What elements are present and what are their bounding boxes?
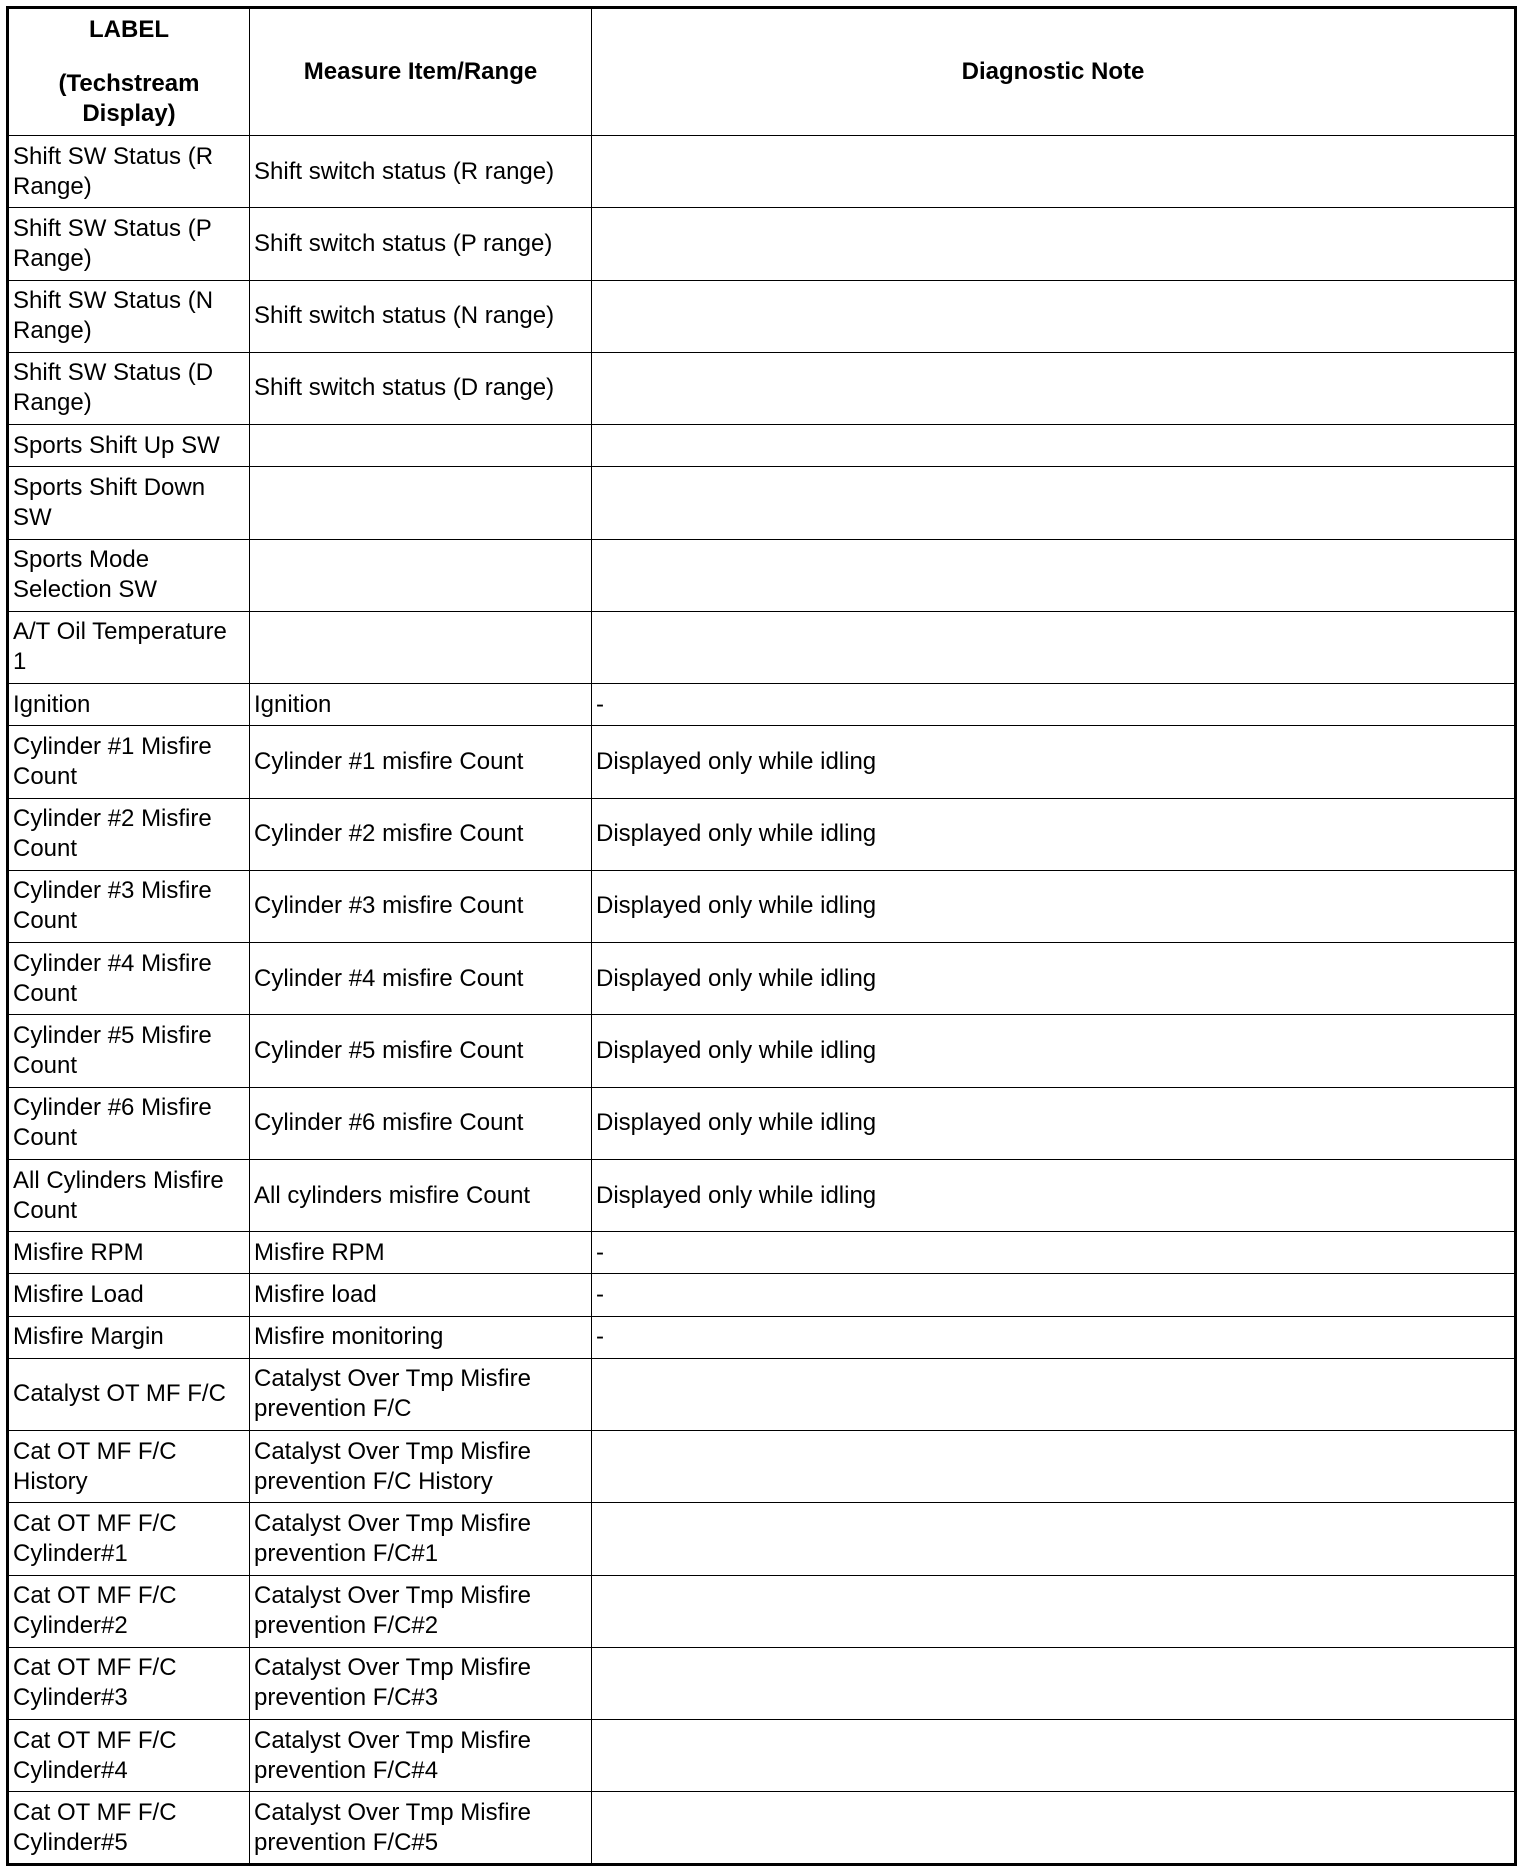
note-cell [592, 425, 1516, 467]
table-row [8, 1503, 1516, 1575]
label-cell: Cat OT MF F/C Cylinder#3 [8, 1647, 250, 1719]
table-row [8, 1087, 1516, 1159]
label-cell: Cylinder #1 Misfire Count [8, 726, 250, 798]
label-cell: Sports Mode Selection SW [8, 539, 250, 611]
note-cell: Displayed only while idling [592, 1159, 1516, 1231]
label-cell: Catalyst OT MF F/C [8, 1358, 250, 1430]
table-row [8, 1647, 1516, 1719]
measure-cell: Catalyst Over Tmp Misfire prevention F/C [250, 1358, 592, 1430]
measure-cell: Shift switch status (R range) [250, 136, 592, 208]
measure-cell: Catalyst Over Tmp Misfire prevention F/C#4 [250, 1720, 592, 1792]
note-cell [592, 1358, 1516, 1430]
table-row [8, 1792, 1516, 1865]
note-cell [592, 1575, 1516, 1647]
table-row [8, 611, 1516, 683]
note-cell [592, 1647, 1516, 1719]
note-cell [592, 467, 1516, 539]
table-row [8, 1274, 1516, 1316]
note-cell: - [592, 684, 1516, 726]
measure-cell [250, 611, 592, 683]
table-row [8, 943, 1516, 1015]
measure-cell: Misfire RPM [250, 1232, 592, 1274]
measure-cell [250, 425, 592, 467]
note-cell: - [592, 1316, 1516, 1358]
measure-cell: Cylinder #3 misfire Count [250, 870, 592, 942]
label-cell: Shift SW Status (P Range) [8, 208, 250, 280]
measure-cell: Catalyst Over Tmp Misfire prevention F/C History [250, 1431, 592, 1503]
note-cell [592, 1720, 1516, 1792]
note-cell: Displayed only while idling [592, 1087, 1516, 1159]
measure-cell: Cylinder #6 misfire Count [250, 1087, 592, 1159]
note-cell [592, 208, 1516, 280]
label-column-header: LABEL (Techstream Display) [8, 8, 250, 136]
label-cell: Cylinder #3 Misfire Count [8, 870, 250, 942]
note-cell: Displayed only while idling [592, 798, 1516, 870]
note-cell [592, 1431, 1516, 1503]
note-cell [592, 1792, 1516, 1865]
measure-cell: Shift switch status (D range) [250, 352, 592, 424]
label-cell: Sports Shift Up SW [8, 425, 250, 467]
label-cell: Misfire Margin [8, 1316, 250, 1358]
table-row [8, 539, 1516, 611]
label-cell: Cylinder #6 Misfire Count [8, 1087, 250, 1159]
measure-cell: All cylinders misfire Count [250, 1159, 592, 1231]
note-cell [592, 611, 1516, 683]
label-cell: A/T Oil Temperature 1 [8, 611, 250, 683]
measure-cell: Misfire monitoring [250, 1316, 592, 1358]
label-cell: All Cylinders Misfire Count [8, 1159, 250, 1231]
label-cell: Shift SW Status (N Range) [8, 280, 250, 352]
label-cell: Cylinder #2 Misfire Count [8, 798, 250, 870]
measure-cell: Catalyst Over Tmp Misfire prevention F/C#3 [250, 1647, 592, 1719]
label-cell: Ignition [8, 684, 250, 726]
table-row [8, 467, 1516, 539]
label-cell: Shift SW Status (R Range) [8, 136, 250, 208]
note-cell: - [592, 1232, 1516, 1274]
table-row [8, 1575, 1516, 1647]
table-row [8, 684, 1516, 726]
label-cell: Cat OT MF F/C History [8, 1431, 250, 1503]
table-row [8, 352, 1516, 424]
measure-cell: Catalyst Over Tmp Misfire prevention F/C#5 [250, 1792, 592, 1865]
label-cell: Cylinder #4 Misfire Count [8, 943, 250, 1015]
header-row [8, 8, 1516, 136]
table-row [8, 726, 1516, 798]
table-row [8, 208, 1516, 280]
table-row [8, 1316, 1516, 1358]
measure-cell: Cylinder #1 misfire Count [250, 726, 592, 798]
note-cell [592, 539, 1516, 611]
note-cell [592, 352, 1516, 424]
measure-column-header: Measure Item/Range [250, 8, 592, 136]
label-cell: Misfire RPM [8, 1232, 250, 1274]
label-cell: Sports Shift Down SW [8, 467, 250, 539]
measure-cell: Cylinder #5 misfire Count [250, 1015, 592, 1087]
measure-cell: Cylinder #4 misfire Count [250, 943, 592, 1015]
measure-cell: Shift switch status (P range) [250, 208, 592, 280]
measure-cell: Shift switch status (N range) [250, 280, 592, 352]
table-row [8, 1232, 1516, 1274]
table-row [8, 280, 1516, 352]
measure-cell [250, 539, 592, 611]
label-cell: Cylinder #5 Misfire Count [8, 1015, 250, 1087]
label-cell: Cat OT MF F/C Cylinder#2 [8, 1575, 250, 1647]
note-cell [592, 1503, 1516, 1575]
note-column-header: Diagnostic Note [592, 8, 1516, 136]
table-row [8, 1015, 1516, 1087]
data-list-table [6, 6, 1517, 1866]
label-cell: Cat OT MF F/C Cylinder#5 [8, 1792, 250, 1865]
measure-cell: Misfire load [250, 1274, 592, 1316]
label-cell: Cat OT MF F/C Cylinder#4 [8, 1720, 250, 1792]
table-row [8, 1431, 1516, 1503]
measure-cell: Catalyst Over Tmp Misfire prevention F/C#2 [250, 1575, 592, 1647]
note-cell: Displayed only while idling [592, 943, 1516, 1015]
table-row [8, 870, 1516, 942]
note-cell: Displayed only while idling [592, 1015, 1516, 1087]
label-cell: Cat OT MF F/C Cylinder#1 [8, 1503, 250, 1575]
measure-cell [250, 467, 592, 539]
table-row [8, 1720, 1516, 1792]
measure-cell: Catalyst Over Tmp Misfire prevention F/C#1 [250, 1503, 592, 1575]
table-row [8, 425, 1516, 467]
measure-cell: Cylinder #2 misfire Count [250, 798, 592, 870]
note-cell: Displayed only while idling [592, 726, 1516, 798]
table-row [8, 136, 1516, 208]
note-cell: - [592, 1274, 1516, 1316]
table-row [8, 1358, 1516, 1430]
table-row [8, 798, 1516, 870]
label-cell: Misfire Load [8, 1274, 250, 1316]
label-cell: Shift SW Status (D Range) [8, 352, 250, 424]
note-cell: Displayed only while idling [592, 870, 1516, 942]
table-row [8, 1159, 1516, 1231]
measure-cell: Ignition [250, 684, 592, 726]
note-cell [592, 136, 1516, 208]
note-cell [592, 280, 1516, 352]
